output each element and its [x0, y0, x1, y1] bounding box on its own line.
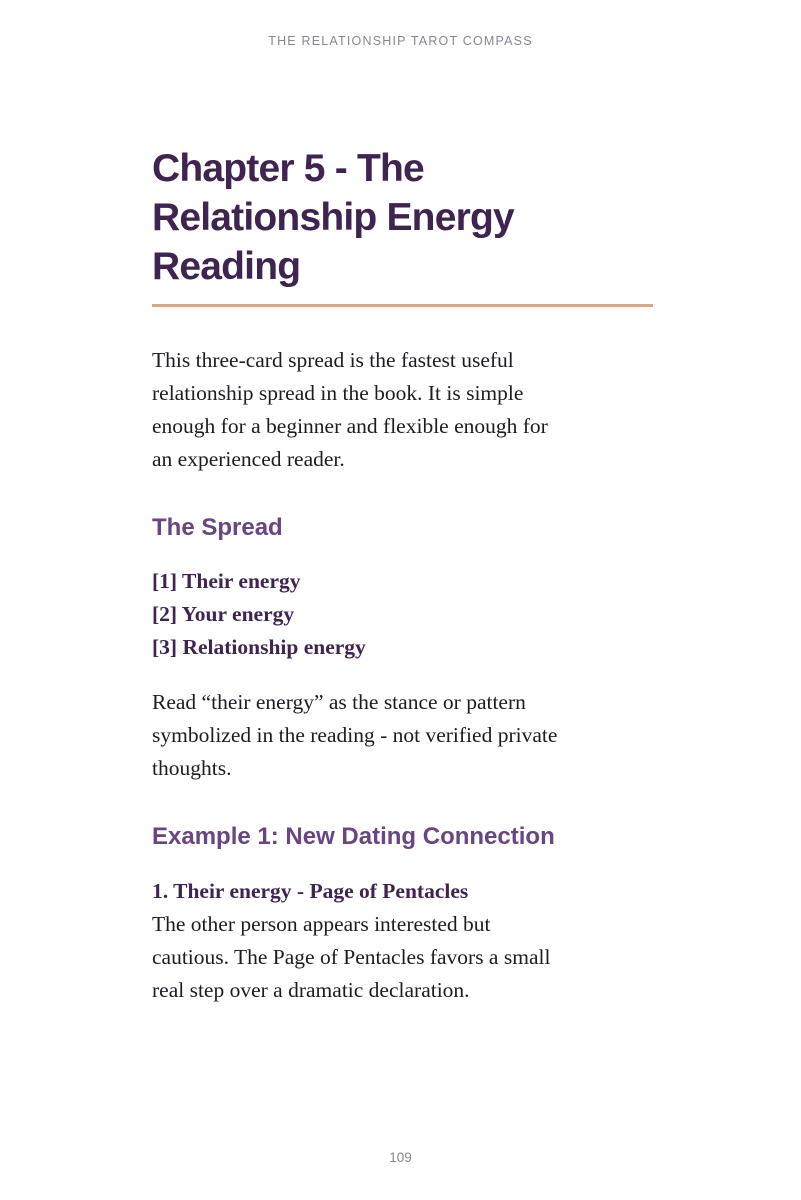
- text-line: enough for a beginner and flexible enough for: [152, 414, 548, 438]
- text-line: relationship spread in the book. It is simple: [152, 381, 524, 405]
- chapter-title: [152, 140, 654, 291]
- spread-positions-list: [152, 565, 654, 664]
- text-line: Read “their energy” as the stance or pattern: [152, 690, 526, 714]
- spread-position-item: [1] Their energy: [152, 569, 301, 593]
- section-heading-spread: The Spread: [152, 514, 283, 541]
- chapter-title-line: Reading: [152, 245, 301, 288]
- text-line: thoughts.: [152, 756, 232, 780]
- title-divider: [152, 304, 653, 307]
- page-number: 109: [389, 1150, 412, 1165]
- text-line: This three-card spread is the fastest useful: [152, 348, 514, 372]
- chapter-title-line: Relationship Energy: [152, 196, 514, 239]
- card-heading: 1. Their energy - Page of Pentacles: [152, 879, 469, 903]
- text-line: real step over a dramatic declaration.: [152, 978, 470, 1002]
- text-line: The other person appears interested but: [152, 912, 491, 936]
- spread-position-item: [3] Relationship energy: [152, 635, 366, 659]
- chapter-title-line: Chapter 5 - The: [152, 147, 424, 190]
- section-heading-example: Example 1: New Dating Connection: [152, 823, 555, 850]
- spread-note-paragraph: [152, 686, 654, 785]
- text-line: symbolized in the reading - not verified private: [152, 723, 558, 747]
- card-interpretation-paragraph: [152, 908, 654, 1007]
- spread-position-item: [2] Your energy: [152, 602, 295, 626]
- running-head: THE RELATIONSHIP TAROT COMPASS: [268, 34, 533, 48]
- page-content: [152, 140, 654, 1007]
- text-line: an experienced reader.: [152, 447, 345, 471]
- text-line: cautious. The Page of Pentacles favors a small: [152, 945, 551, 969]
- intro-paragraph: [152, 344, 654, 476]
